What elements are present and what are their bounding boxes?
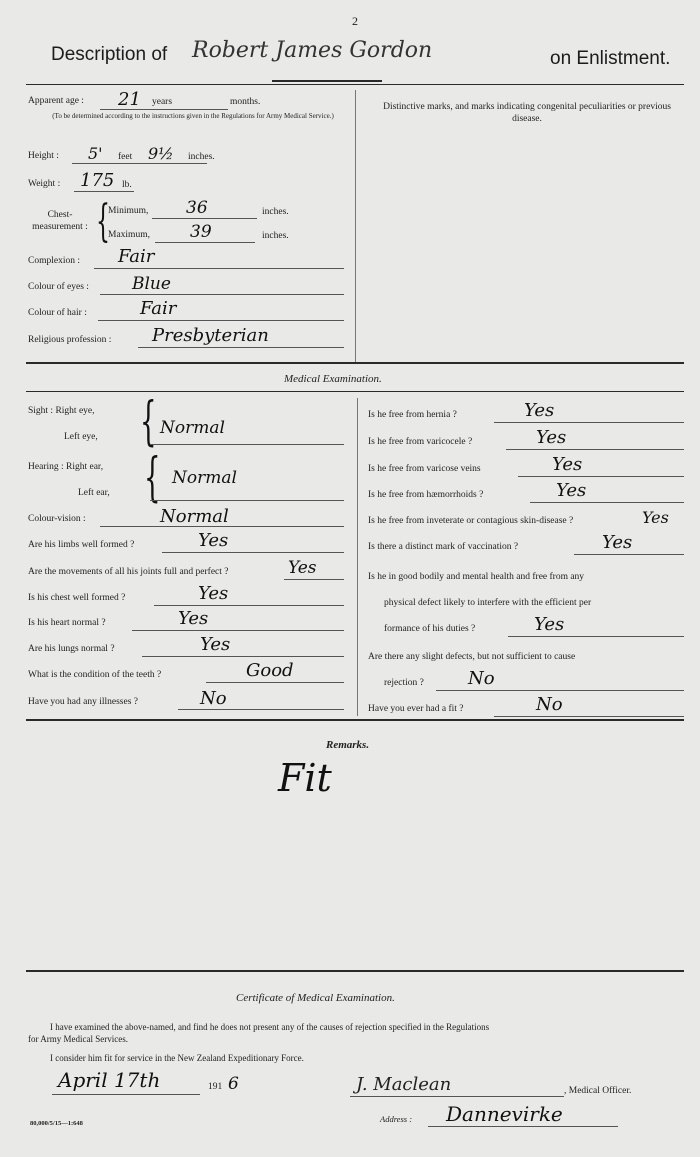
skin-disease-label: Is he free from inveterate or contagious skin-disease ? — [368, 516, 574, 526]
haemorrhoids-value: Yes — [556, 480, 587, 501]
vaccination-value: Yes — [602, 532, 633, 553]
feet-label: feet — [118, 152, 133, 162]
address-label: Address : — [380, 1114, 413, 1124]
weight-label: Weight : — [28, 179, 61, 189]
defects-question-line2: rejection ? — [384, 678, 424, 688]
chest-max-label: Maximum, — [108, 230, 150, 240]
medical-subrule — [26, 391, 684, 392]
health-question-line1: Is he in good bodily and mental health and free from any — [368, 572, 585, 582]
lungs-label: Are his lungs normal ? — [28, 644, 115, 654]
illnesses-label: Have you had any illnesses ? — [28, 697, 139, 707]
religion-label: Religious profession : — [28, 335, 112, 345]
varicocele-label: Is he free from varicocele ? — [368, 437, 473, 447]
certificate-para2: I consider him fit for service in the New Zealand Expeditionary Force. — [50, 1053, 304, 1063]
address-value: Dannevirke — [446, 1102, 563, 1126]
chest-formed-value: Yes — [198, 583, 229, 604]
distinctive-marks-label: Distinctive marks, and marks indicating congenital peculiarities or previous disease. — [383, 102, 671, 125]
medical-officer-label: , Medical Officer. — [564, 1086, 632, 1096]
certificate-year-prefix: 191 — [208, 1082, 223, 1092]
print-code: 80,000/5/15—1:648 — [30, 1120, 83, 1127]
religion-value: Presbyterian — [152, 325, 269, 346]
certificate-heading: Certificate of Medical Examination. — [236, 992, 395, 1004]
fit-question-label: Have you ever had a fit ? — [368, 704, 464, 714]
height-inches-label: inches. — [188, 152, 215, 162]
height-feet-value: 5' — [88, 144, 103, 163]
top-rule — [26, 84, 684, 85]
defects-question-line1: Are there any slight defects, but not sufficient to cause — [368, 652, 576, 662]
chest-min-inches-label: inches. — [262, 207, 289, 217]
certificate-year-suffix: 6 — [228, 1074, 239, 1094]
health-question-line2: physical defect likely to interfere with the efficient per — [384, 598, 592, 608]
heart-value: Yes — [178, 608, 209, 629]
chest-label: Chest-measurement : — [32, 210, 88, 233]
teeth-label: What is the condition of the teeth ? — [28, 670, 162, 680]
complexion-value: Fair — [118, 246, 155, 267]
complexion-label: Complexion : — [28, 256, 80, 266]
chest-min-label: Minimum, — [108, 206, 149, 216]
colour-vision-value: Normal — [160, 506, 229, 527]
remarks-heading: Remarks. — [326, 739, 370, 751]
chest-formed-label: Is his chest well formed ? — [28, 593, 126, 603]
hearing-brace: { — [144, 448, 161, 508]
skin-disease-value: Yes — [642, 508, 669, 527]
certificate-para1-line2: for Army Medical Services. — [28, 1034, 128, 1044]
certificate-date: April 17th — [58, 1068, 161, 1092]
sight-brace: { — [140, 392, 157, 452]
joints-value: Yes — [288, 558, 317, 578]
lungs-value: Yes — [200, 634, 231, 655]
medical-top-rule — [26, 362, 684, 364]
header-title-left: Description of — [51, 44, 168, 65]
hearing-value: Normal — [172, 468, 237, 488]
medical-divider — [357, 398, 358, 716]
hair-value: Fair — [140, 298, 177, 319]
header-underline — [272, 80, 382, 82]
fit-value: No — [536, 694, 563, 715]
joints-label: Are the movements of all his joints full and perfect ? — [28, 567, 229, 577]
varicocele-value: Yes — [536, 427, 567, 448]
apparent-age-label: Apparent age : — [28, 96, 84, 106]
age-value: 21 — [118, 89, 141, 110]
description-divider — [355, 90, 356, 362]
hearing-left-label: Left ear, — [78, 488, 110, 498]
hair-label: Colour of hair : — [28, 308, 87, 318]
limbs-value: Yes — [198, 530, 229, 551]
lb-label: lb. — [122, 180, 132, 190]
teeth-value: Good — [246, 660, 294, 681]
health-question-line3: formance of his duties ? — [384, 624, 476, 634]
sight-right-label: Sight : Right eye, — [28, 406, 95, 416]
chest-max-value: 39 — [190, 222, 212, 242]
haemorrhoids-label: Is he free from hæmorrhoids ? — [368, 490, 484, 500]
sight-value: Normal — [160, 418, 225, 438]
page-number: 2 — [352, 14, 358, 28]
illnesses-value: No — [200, 688, 227, 709]
heart-label: Is his heart normal ? — [28, 618, 106, 628]
vaccination-label: Is there a distinct mark of vaccination ? — [368, 542, 519, 552]
eyes-label: Colour of eyes : — [28, 282, 89, 292]
health-value: Yes — [534, 614, 565, 635]
hearing-right-label: Hearing : Right ear, — [28, 462, 104, 472]
hernia-label: Is he free from hernia ? — [368, 410, 457, 420]
eyes-value: Blue — [132, 274, 171, 294]
weight-value: 175 — [80, 170, 115, 191]
remarks-value: Fit — [278, 756, 332, 800]
months-label: months. — [230, 97, 261, 107]
medical-officer-signature: J. Maclean — [356, 1074, 452, 1095]
varicose-label: Is he free from varicose veins — [368, 464, 481, 474]
hernia-value: Yes — [524, 400, 555, 421]
medical-heading: Medical Examination. — [284, 373, 382, 385]
years-label: years — [152, 97, 173, 107]
medical-bottom-rule — [26, 719, 684, 721]
certificate-top-rule — [26, 970, 684, 972]
age-note: (To be determined according to the instructions given in the Regulations for Army Medical Service.) — [52, 112, 334, 120]
sight-left-label: Left eye, — [64, 432, 98, 442]
recruit-name: Robert James Gordon — [192, 38, 433, 63]
height-label: Height : — [28, 151, 59, 161]
chest-min-value: 36 — [186, 198, 208, 218]
colour-vision-label: Colour-vision : — [28, 514, 86, 524]
defects-value: No — [468, 668, 495, 689]
varicose-value: Yes — [552, 454, 583, 475]
header-title-right: on Enlistment. — [550, 48, 671, 69]
chest-brace: { — [96, 196, 110, 247]
chest-max-inches-label: inches. — [262, 231, 289, 241]
limbs-label: Are his limbs well formed ? — [28, 540, 135, 550]
height-inches-value: 9½ — [148, 144, 174, 163]
certificate-para1-line1: I have examined the above-named, and find he does not present any of the causes of rejection specified in the Regulations — [50, 1022, 490, 1032]
